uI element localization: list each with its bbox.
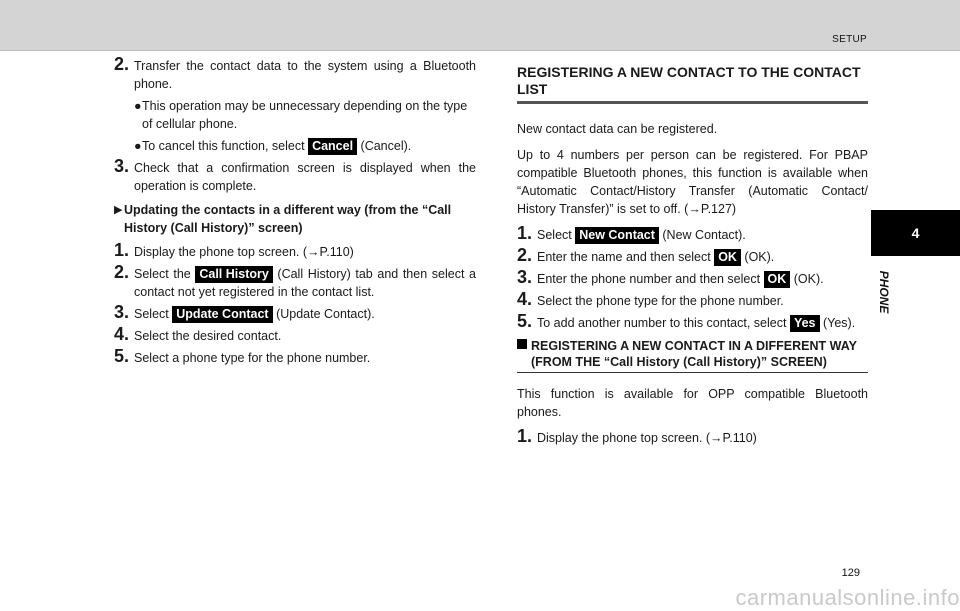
triangle-right-icon: ▶: [114, 204, 123, 216]
step-call-history: [114, 262, 476, 301]
step-text: Select the: [134, 267, 196, 281]
bullet-text: To cancel this function, select: [142, 139, 309, 153]
step-number: 3.: [517, 267, 533, 287]
chapter-tab: 4: [871, 210, 960, 256]
bullet-text: (Cancel).: [357, 139, 412, 153]
step-add-another: [517, 311, 868, 332]
step-text: Enter the name and then select: [537, 250, 715, 264]
step-display-top: [517, 426, 868, 447]
ok-button: OK: [714, 249, 741, 266]
section-title: SETUP: [832, 34, 867, 45]
step-text: Select: [134, 307, 173, 321]
bullet-icon: ●: [134, 139, 142, 153]
subheading-text: Updating the contacts in a different way (from the “Call History (Call History)” screen): [124, 203, 452, 235]
header-divider: [0, 50, 960, 51]
step-number: 2.: [114, 262, 130, 282]
step-text: To add another number to this contact, select: [537, 316, 790, 330]
left-column: [114, 54, 476, 371]
step-update-contact: [114, 302, 476, 323]
ok-button: OK: [764, 271, 791, 288]
step-text: Display the phone top screen. (→P.110): [134, 245, 354, 259]
step-display: [114, 240, 476, 261]
step-number: 1.: [114, 240, 130, 260]
update-contact-button: Update Contact: [172, 306, 272, 323]
spacer: [517, 104, 868, 120]
step-number: 2.: [114, 54, 130, 74]
step-number: 2.: [517, 245, 533, 265]
step-confirm: [114, 156, 476, 195]
step-text: Select the desired contact.: [134, 329, 282, 343]
watermark: carmanualsonline.info: [735, 585, 960, 610]
step-text: Select the phone type for the phone number.: [537, 294, 784, 308]
header-bar: [0, 0, 960, 50]
bullet-icon: ●: [134, 99, 142, 113]
section-heading: REGISTERING A NEW CONTACT TO THE CONTACT LIST: [517, 64, 868, 104]
chapter-label: [870, 262, 898, 322]
bullet-cancel: [114, 137, 476, 155]
step-transfer: [114, 54, 476, 93]
step-text: (Update Contact).: [272, 307, 375, 321]
step-text: (OK).: [790, 272, 824, 286]
intro-paragraph: New contact data can be registered.: [517, 122, 718, 136]
intro-paragraph: Up to 4 numbers per person can be registered. For PBAP compatible Bluetooth phones, this function is available when “Automatic Contact/History Transfer (Automatic Contact/ History Transfer)” is set to off. (→P.127): [517, 148, 868, 216]
step-text: Transfer the contact data to the system using a Bluetooth phone.: [134, 59, 476, 91]
step-number: 5.: [517, 311, 533, 331]
yes-button: Yes: [790, 315, 820, 332]
cancel-button: Cancel: [308, 138, 357, 155]
step-phone-type: [114, 346, 476, 367]
square-bullet-icon: [517, 339, 527, 349]
step-text: Display the phone top screen. (→P.110): [537, 431, 757, 445]
step-select-contact: [114, 324, 476, 345]
subheading-update: [114, 201, 476, 237]
step-text: (Call History) tab and then select a contact not yet registered in the contact list.: [134, 267, 476, 299]
step-text: (New Contact).: [658, 228, 746, 242]
call-history-button: Call History: [195, 266, 272, 283]
subsection-heading: [517, 338, 868, 373]
step-number: 1.: [517, 223, 533, 243]
step-number: 3.: [114, 302, 130, 322]
page-number: 129: [841, 567, 860, 579]
step-text: (Yes).: [819, 316, 856, 330]
chapter-label-text: PHONE: [877, 270, 891, 314]
step-enter-name: [517, 245, 868, 266]
opp-paragraph: This function is available for OPP compatible Bluetooth phones.: [517, 387, 868, 419]
step-text: (OK).: [740, 250, 775, 264]
step-text: Select: [537, 228, 576, 242]
step-new-contact: [517, 223, 868, 244]
bullet-note: [114, 97, 476, 133]
step-number: 4.: [114, 324, 130, 344]
step-text: Enter the phone number and then select: [537, 272, 764, 286]
new-contact-button: New Contact: [575, 227, 659, 244]
step-enter-number: [517, 267, 868, 288]
step-number: 3.: [114, 156, 130, 176]
step-text: Select a phone type for the phone number.: [134, 351, 371, 365]
step-text: Check that a confirmation screen is displayed when the operation is complete.: [134, 161, 476, 193]
bullet-text: This operation may be unnecessary depending on the type of cellular phone.: [142, 99, 468, 131]
step-number: 4.: [517, 289, 533, 309]
step-number: 5.: [114, 346, 130, 366]
right-column: [517, 57, 868, 451]
step-select-type: [517, 289, 868, 310]
subsection-heading-text: REGISTERING A NEW CONTACT IN A DIFFERENT WAY (FROM THE “Call History (Call History)” SCREEN): [531, 339, 857, 369]
step-number: 1.: [517, 426, 533, 446]
